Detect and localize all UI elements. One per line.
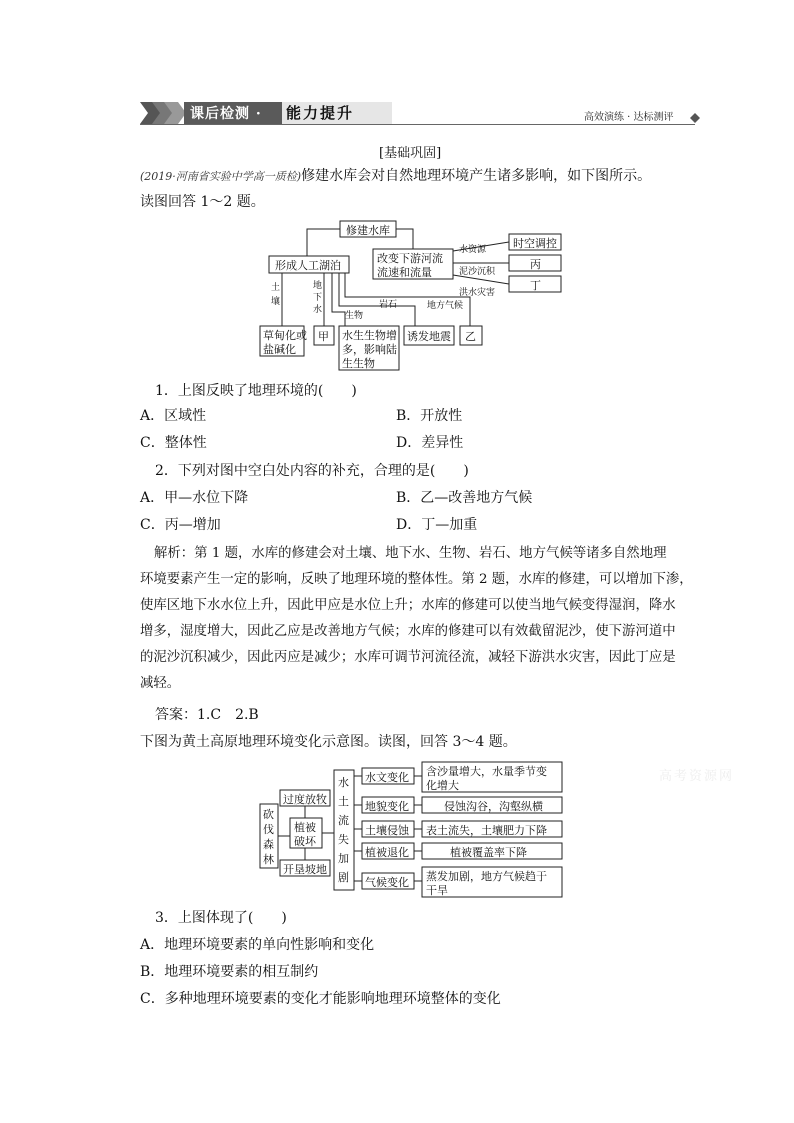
node-hydro: 水文变化 — [365, 771, 409, 784]
node-bing: 丙 — [530, 258, 541, 271]
node-aquatic-1: 水生生物增 — [342, 329, 397, 342]
q2-option-d: D．丁—加重 — [396, 517, 478, 533]
q1-option-a: A．区域性 — [140, 408, 207, 424]
label-rock: 岩石 — [379, 300, 398, 310]
node-r5-2: 干旱 — [426, 884, 448, 897]
node-r2: 侵蚀沟谷，沟壑纵横 — [444, 800, 543, 813]
node-earthquake: 诱发地震 — [407, 330, 451, 343]
label-ground-1: 地 — [313, 281, 323, 291]
label-ground-3: 水 — [313, 305, 323, 315]
intro-2: 下图为黄土高原地理环境变化示意图。读图，回答 3～4 题。 — [140, 734, 517, 750]
node-veg-2: 破坏 — [294, 835, 316, 848]
node-river-change-2: 流速和流量 — [377, 266, 432, 279]
diagram-1 — [255, 218, 575, 378]
label-water-resource: 水资源 — [459, 245, 487, 255]
q3-option-c: C．多种地理环境要素的变化才能影响地理环境整体的变化 — [140, 991, 501, 1007]
node-river-change-1: 改变下游河流 — [377, 252, 443, 265]
diagram-2 — [256, 760, 566, 900]
node-center-1: 水 — [338, 776, 349, 789]
analysis-block — [140, 541, 693, 697]
q3-option-b: B．地理环境要素的相互制约 — [140, 964, 319, 980]
q2-stem: 2．下列对图中空白处内容的补充，合理的是( ) — [155, 463, 469, 479]
q3-stem: 3．上图体现了( ) — [155, 910, 287, 926]
section-title: [基础巩固] — [379, 146, 442, 161]
node-landform: 地貌变化 — [365, 800, 409, 813]
node-aquatic-2: 多，影响陆 — [342, 343, 397, 356]
node-deforest-1: 砍 — [263, 808, 274, 821]
analysis-line: 解析：第 1 题，水库的修建会对土壤、地下水、生物、岩石、地方气候等诸多自然地理 — [154, 546, 667, 561]
node-soil-erosion: 土壤侵蚀 — [365, 824, 409, 837]
analysis-line: 的泥沙沉积减少，因此丙应是减少；水库可调节河流径流，减轻下游洪水灾害，因此丁应是 — [140, 650, 676, 665]
q2-option-a: A．甲—水位下降 — [140, 490, 249, 506]
node-r3: 表土流失，土壤肥力下降 — [426, 824, 547, 837]
node-climate: 气候变化 — [365, 876, 409, 889]
watermark: 高考资源网 — [659, 769, 735, 784]
diamond-icon — [690, 113, 700, 123]
answer: 答案：1.C 2.B — [155, 707, 259, 723]
q1-option-c: C．整体性 — [140, 435, 207, 451]
label-ground-2: 下 — [313, 293, 323, 303]
source-note: (2019·河南省实验中学高一质检) — [140, 170, 302, 183]
label-bio: 生物 — [345, 311, 364, 321]
node-build-reservoir: 修建水库 — [346, 224, 390, 237]
intro-line-2: 读图回答 1～2 题。 — [140, 194, 265, 210]
node-center-6: 剧 — [338, 871, 349, 884]
node-center-3: 流 — [338, 814, 349, 827]
node-yi: 乙 — [465, 330, 476, 343]
intro-line-1: (2019·河南省实验中学高一质检)修建水库会对自然地理环境产生诸多影响，如下图所示。 — [140, 168, 652, 184]
node-veg-decline: 植被退化 — [365, 846, 409, 859]
node-deforest-4: 林 — [263, 853, 274, 866]
node-r4: 植被覆盖率下降 — [450, 846, 527, 859]
node-center-4: 失 — [338, 833, 349, 846]
node-aquatic-3: 生生物 — [342, 357, 375, 370]
node-cultivate: 开垦坡地 — [283, 863, 327, 876]
q1-stem: 1．上图反映了地理环境的( ) — [155, 383, 357, 399]
q2-option-b: B．乙—改善地方气候 — [396, 490, 533, 506]
q3-option-a: A．地理环境要素的单向性影响和变化 — [140, 937, 375, 953]
node-meadow-2: 盐碱化 — [263, 343, 296, 356]
node-meadow-1: 草甸化或 — [263, 329, 307, 342]
label-soil-1: 土 — [271, 283, 281, 293]
analysis-line: 减轻。 — [140, 676, 181, 691]
node-center-2: 土 — [338, 795, 349, 808]
q2-option-c: C．丙—增加 — [140, 517, 221, 533]
node-artificial-lake: 形成人工湖泊 — [275, 259, 341, 272]
node-r1-1: 含沙量增大，水量季节变 — [426, 765, 547, 778]
node-overgraze: 过度放牧 — [283, 793, 327, 806]
label-sediment: 泥沙沉积 — [459, 267, 496, 277]
node-jia: 甲 — [318, 330, 329, 343]
q1-option-d: D．差异性 — [396, 435, 464, 451]
q1-option-b: B．开放性 — [396, 408, 463, 424]
analysis-line: 环境要素产生一定的影响，反映了地理环境的整体性。第 2 题，水库的修建，可以增加下渗， — [140, 572, 693, 587]
analysis-line: 增多，湿度增大，因此乙应是改善地方气候；水库的修建可以有效截留泥沙，使下游河道中 — [140, 624, 676, 639]
header-rule — [140, 124, 695, 125]
node-veg-1: 植被 — [294, 821, 316, 834]
node-time-space: 时空调控 — [513, 237, 557, 250]
node-center-5: 加 — [338, 852, 349, 865]
node-r1-2: 化增大 — [426, 779, 459, 792]
banner-emphasis: 能力提升 — [286, 104, 355, 122]
banner-label: 课后检测 · — [190, 106, 262, 122]
analysis-line: 使库区地下水水位上升，因此甲应是水位上升；水库的修建可以使当地气候变得湿润，降水 — [140, 598, 676, 613]
header-right-text: 高效演练 · 达标测评 — [584, 112, 674, 123]
label-soil-2: 壤 — [271, 297, 281, 307]
node-deforest-2: 伐 — [263, 823, 274, 836]
label-climate: 地方气候 — [427, 301, 464, 311]
node-r5-1: 蒸发加剧，地方气候趋于 — [426, 870, 547, 883]
node-deforest-3: 森 — [263, 838, 274, 851]
node-ding: 丁 — [530, 279, 541, 292]
label-flood: 洪水灾害 — [459, 288, 496, 298]
